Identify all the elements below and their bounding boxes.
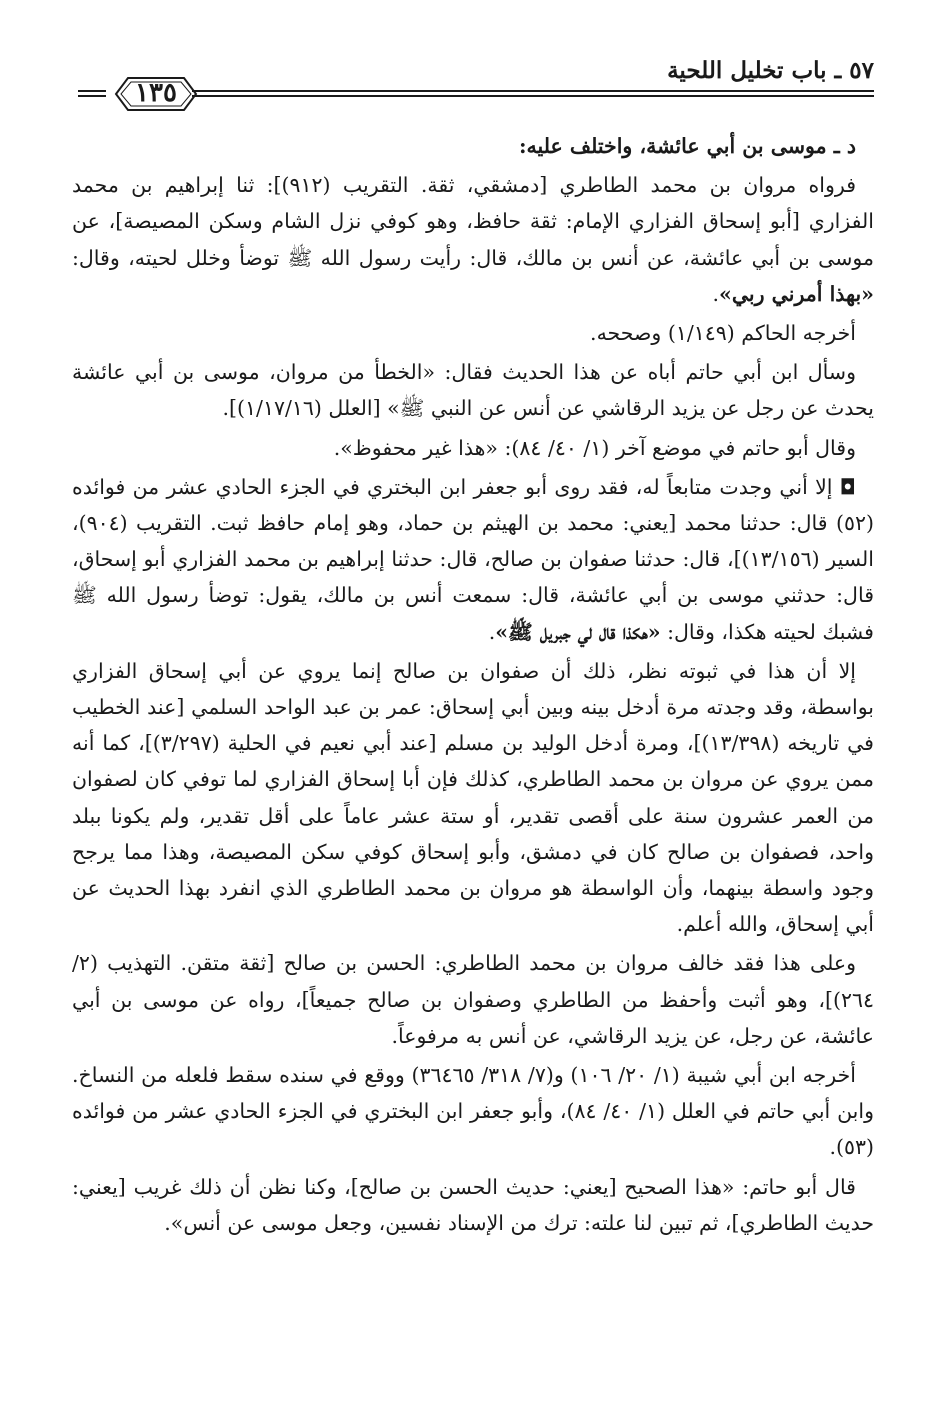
section-heading (72, 128, 874, 164)
jibril-quote: «هكذا قال لي جبريل ﷺ» (495, 619, 661, 644)
section-heading-text: د ـ موسى بن أبي عائشة، واختلف عليه: (518, 134, 856, 158)
hadith-quote: «بهذا أمرني ربي» (719, 281, 874, 306)
page-number: ١٣٥ (135, 78, 177, 108)
paragraph-critique (72, 653, 874, 943)
paragraph-hakim (72, 315, 874, 351)
paragraph-mutabaa-end: . (488, 619, 496, 644)
header-double-rule (192, 90, 874, 98)
paragraph-khilaf-text: وعلى هذا فقد خالف مروان بن محمد الطاطري: الحسن بن صالح [ثقة متقن. التهذيب (٢/ ٢٦٤)]، وهو أثبت وأحفظ من الطاطري وصفوان بن صالح جميعاً]، رواه عن موسى بن أبي عائشة، عن رجل، عن يزيد الرقاشي، عن أنس به مرفوعاً. (72, 951, 874, 1048)
paragraph-critique-text: إلا أن هذا في ثبوته نظر، ذلك أن صفوان بن صالح إنما يروي عن أبي إسحاق الفزاري بواسطة، وقد وجدته مرة أدخل بينه وبين أبي إسحاق: عمر بن عبد الواحد السلمي [عند الخطيب في تاريخه (١٣/٣٩٨)]، ومرة أدخل الوليد بن مسلم [عند أبي نعيم في الحلية (٣/٢٩٧)]، كما أنه ممن يروي عن مروان بن محمد الطاطري، كذلك فإن أبا إسحاق الفزاري لما توفي كان لصفوان من العمر عشرون سنة على أقصى تقدير، أو ستة عشر عاماً على أقل تقدير، ولم يكونا ببلد واحد، فصفوان بن صالح كان في دمشق، وأبو إسحاق كوفي سكن المصيصة، وهذا مما يرجح وجود واسطة بينهما، وأن الواسطة هو مروان بن محمد الطاطري الذي انفرد بهذا الحديث عن أبي إسحاق، والله أعلم. (72, 658, 874, 937)
header-double-rule-left (78, 90, 106, 98)
page-header (78, 56, 874, 120)
paragraph-ilal-text: وسأل ابن أبي حاتم أباه عن هذا الحديث فقال: «الخطأ من مروان، موسى بن أبي عائشة يحدث عن رجل عن يزيد الرقاشي عن أنس عن النبي ﷺ» [العلل (١/١٧/١٦)]. (72, 360, 874, 421)
paragraph-takhrij-text: أخرجه ابن أبي شيبة (١/ ٢٠/ ١٠٦) و(٧/ ٣١٨/ ٣٦٤٦٥) ووقع في سنده سقط فلعله من النساخ. وابن أبي حاتم في العلل (١/ ٤٠/ ٨٤)، وأبو جعفر ابن البختري في الجزء الحادي عشر من فوائده (٥٣). (72, 1063, 874, 1160)
page-number-badge (110, 72, 202, 116)
paragraph-mutabaa (72, 469, 874, 650)
main-text (72, 128, 874, 1244)
paragraph-ilal (72, 354, 874, 426)
chapter-title: ٥٧ ـ باب تخليل اللحية (667, 57, 874, 84)
paragraph-takhrij (72, 1057, 874, 1166)
paragraph-conclusion-text: قال أبو حاتم: «هذا الصحيح [يعني: حديث الحسن بن صالح]، وكنا نظن أن ذلك غريب [يعني: حديث الطاطري]، ثم تبين لنا علته: ترك من الإسناد نفسين، وجعل موسى عن أنس». (72, 1174, 874, 1235)
paragraph-mutabaa-text: ◘ إلا أني وجدت متابعاً له، فقد روى أبو جعفر ابن البختري في الجزء الحادي عشر من فوائده (٥٢) قال: حدثنا محمد [يعني: محمد بن الهيثم بن حماد، وهو إمام حافظ ثبت. التقريب (٩٠٤)، السير (١٣/١٥٦)]، قال: حدثنا صفوان بن صالح، قال: حدثنا إبراهيم بن محمد الفزاري أبو إسحاق، قال: حدثني موسى بن أبي عائشة، قال: سمعت أنس بن مالك، يقول: توضأ رسول الله ﷺ فشبك لحيته هكذا، وقال: (72, 474, 874, 644)
paragraph-narration-end: . (712, 281, 720, 306)
paragraph-conclusion (72, 1169, 874, 1241)
paragraph-hakim-text: أخرجه الحاكم (١/١٤٩) وصححه. (590, 321, 856, 346)
paragraph-abu-hatim-text: وقال أبو حاتم في موضع آخر (١/ ٤٠/ ٨٤): «هذا غير محفوظ». (333, 435, 856, 460)
paragraph-abu-hatim (72, 430, 874, 466)
paragraph-narration-text: فرواه مروان بن محمد الطاطري [دمشقي، ثقة. التقريب (٩١٢)]: ثنا إبراهيم بن محمد الفزاري [أبو إسحاق الفزاري الإمام: ثقة حافظ، وهو كوفي نزل الشام وسكن المصيصة]، عن موسى بن أبي عائشة، عن أنس بن مالك، قال: رأيت رسول الله ﷺ توضأ وخلل لحيته، وقال: (72, 173, 874, 270)
paragraph-narration (72, 167, 874, 312)
paragraph-khilaf (72, 945, 874, 1054)
